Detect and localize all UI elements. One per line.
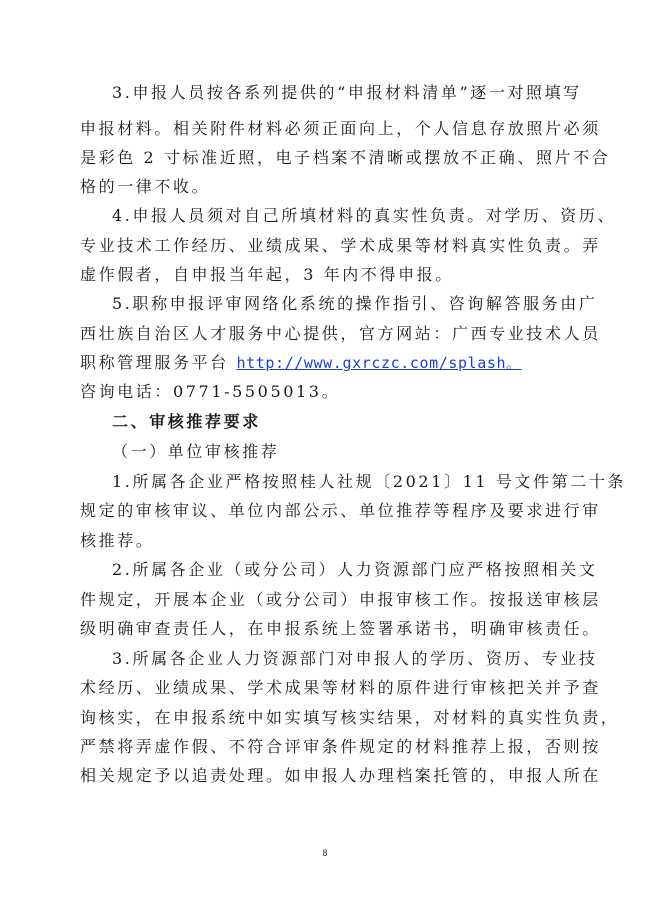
official-website-link[interactable]: http://www.gxrczc.com/splash。 [236, 354, 522, 372]
paragraph-line: 询核实，在申报系统中如实填写核实结果，对材料的真实性负责， [80, 708, 620, 727]
paragraph-line: 术经历、业绩成果、学术成果等材料的原件进行审核把关并予查 [80, 678, 601, 697]
paragraph-line: 4.申报人员须对自己所填材料的真实性负责。对学历、资历、 [112, 206, 617, 225]
paragraph-line: 3.所属各企业人力资源部门对申报人的学历、资历、专业技 [112, 649, 598, 668]
paragraph-line [80, 353, 522, 373]
paragraph-line: 规定的审核审议、单位内部公示、单位推荐等程序及要求进行审 [80, 501, 601, 520]
paragraph-line: 相关规定予以追责处理。如申报人办理档案托管的，申报人所在 [80, 766, 601, 785]
paragraph-line: 申报材料。相关附件材料必须正面向上，个人信息存放照片必须 [80, 119, 601, 138]
paragraph-text: 职称管理服务平台 [80, 353, 237, 372]
paragraph-line: 5.职称申报评审网络化系统的操作指引、咨询解答服务由广 [112, 294, 598, 313]
paragraph-line: 2.所属各企业（或分公司）人力资源部门应严格按照相关文 [112, 560, 598, 579]
paragraph-line: 西壮族自治区人才服务中心提供，官方网站：广西专业技术人员 [80, 324, 601, 343]
paragraph-line: 严禁将弄虚作假、不符合评审条件规定的材料推荐上报，否则按 [80, 737, 601, 756]
paragraph-line: 是彩色 2 寸标准近照，电子档案不清晰或摆放不正确、照片不合 [80, 148, 611, 167]
paragraph-line: 核推荐。 [80, 531, 155, 550]
page-number: 8 [322, 848, 328, 858]
paragraph-line: 级明确审查责任人，在申报系统上签署承诺书，明确审核责任。 [80, 619, 601, 638]
paragraph-line: 件规定，开展本企业（或分公司）申报审核工作。按报送审核层 [80, 590, 601, 609]
paragraph-line: 格的一律不收。 [80, 177, 211, 196]
paragraph-line: 专业技术工作经历、业绩成果、学术成果等材料真实性负责。弄 [80, 236, 601, 255]
section-title: 二、审核推荐要求 [112, 412, 261, 431]
paragraph-line: 虚作假者，自申报当年起，3 年内不得申报。 [80, 265, 454, 284]
paragraph-line: 3.申报人员按各系列提供的“申报材料清单”逐一对照填写 [112, 83, 582, 102]
consultation-phone: 咨询电话：0771-5505013。 [80, 382, 341, 401]
subsection-title: （一）单位审核推荐 [112, 442, 280, 461]
paragraph-line: 1.所属各企业严格按照桂人社规〔2021〕11 号文件第二十条 [112, 472, 627, 491]
